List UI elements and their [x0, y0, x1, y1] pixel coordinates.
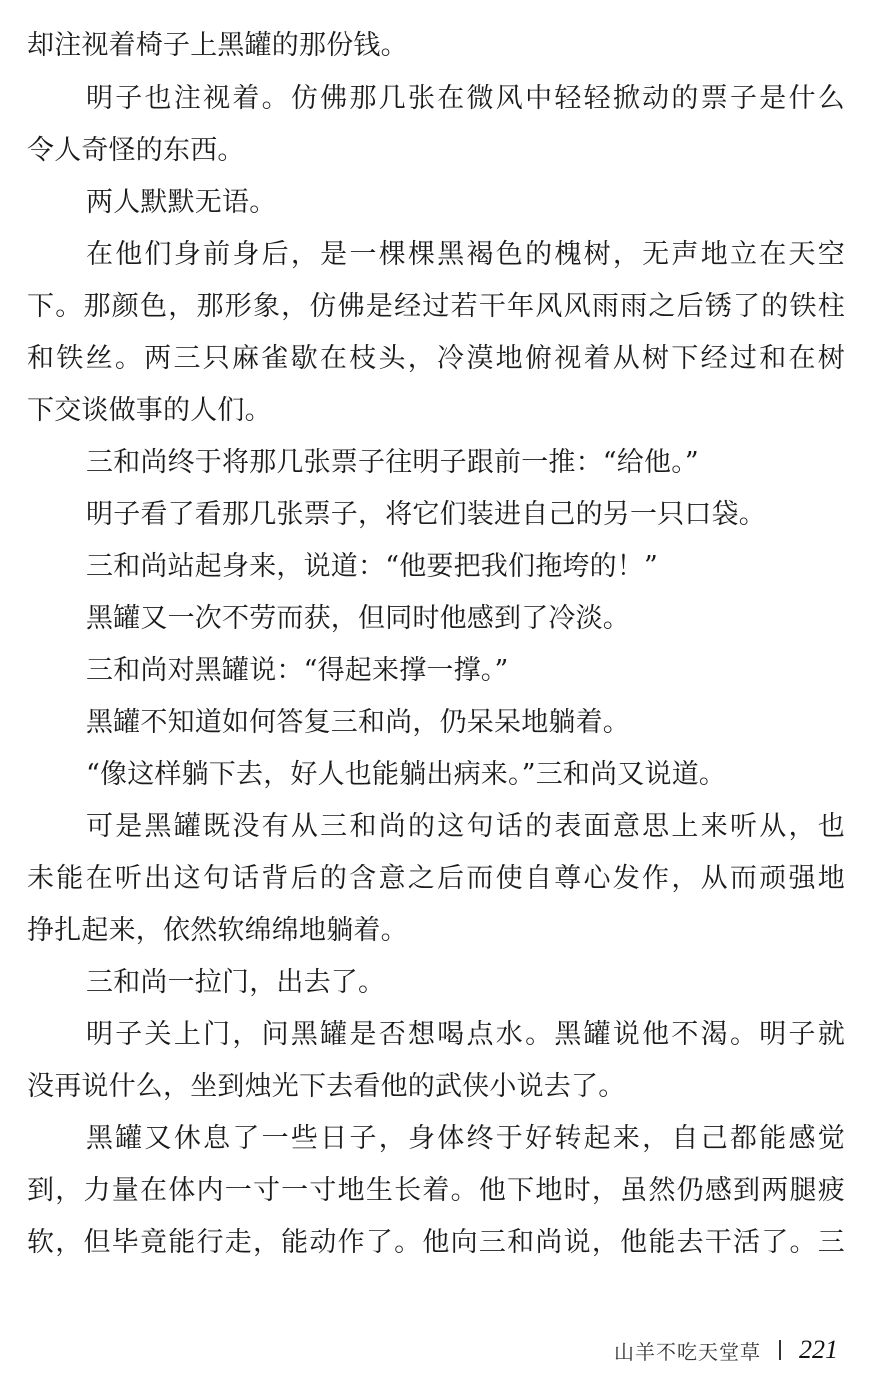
footer-divider: [779, 1340, 781, 1360]
text-line: 黑罐不知道如何答复三和尚，仍呆呆地躺着。: [86, 707, 630, 738]
page-number: 221: [799, 1335, 838, 1364]
text-line: 挣扎起来，依然软绵绵地躺着。: [27, 915, 408, 946]
running-title: 山羊不吃天堂草: [614, 1339, 761, 1364]
text-line: 下交谈做事的人们。: [27, 395, 272, 426]
text-line: 可是黑罐既没有从三和尚的这句话的表面意思上来听从，也: [86, 811, 845, 842]
text-line: 三和尚对黑罐说：“得起来撑一撑。”: [86, 655, 509, 686]
text-line: 没再说什么，坐到烛光下去看他的武侠小说去了。: [27, 1071, 626, 1102]
text-line: 三和尚一拉门，出去了。: [86, 967, 386, 998]
text-line: 黑罐又一次不劳而获，但同时他感到了冷淡。: [86, 603, 630, 634]
text-line: 未能在听出这句话背后的含意之后而使自尊心发作，从而顽强地: [27, 863, 845, 894]
text-line: 到，力量在体内一寸一寸地生长着。他下地时，虽然仍感到两腿疲: [27, 1175, 845, 1206]
text-line: 下。那颜色，那形象，仿佛是经过若干年风风雨雨之后锈了的铁柱: [27, 291, 845, 322]
text-line: 黑罐又休息了一些日子，身体终于好转起来，自己都能感觉: [86, 1123, 845, 1154]
text-line: 在他们身前身后，是一棵棵黑褐色的槐树，无声地立在天空: [86, 239, 845, 270]
text-line: 明子也注视着。仿佛那几张在微风中轻轻掀动的票子是什么: [86, 83, 845, 114]
text-line: 明子看了看那几张票子，将它们装进自己的另一只口袋。: [86, 499, 766, 530]
text-line: 三和尚站起身来，说道：“他要把我们拖垮的！”: [86, 551, 659, 582]
text-line: 却注视着椅子上黑罐的那份钱。: [27, 30, 408, 61]
text-line: 明子关上门，问黑罐是否想喝点水。黑罐说他不渴。明子就: [86, 1019, 845, 1050]
text-line: 软，但毕竟能行走，能动作了。他向三和尚说，他能去干活了。三: [27, 1227, 845, 1258]
page-footer: [614, 1333, 838, 1367]
text-line: 令人奇怪的东西。: [27, 135, 245, 166]
text-line: 和铁丝。两三只麻雀歇在枝头，冷漠地俯视着从树下经过和在树: [27, 343, 845, 374]
text-line: “像这样躺下去，好人也能躺出病来。”三和尚又说道。: [86, 759, 727, 790]
text-line: 三和尚终于将那几张票子往明子跟前一推：“给他。”: [86, 447, 699, 478]
text-line: 两人默默无语。: [86, 187, 277, 218]
